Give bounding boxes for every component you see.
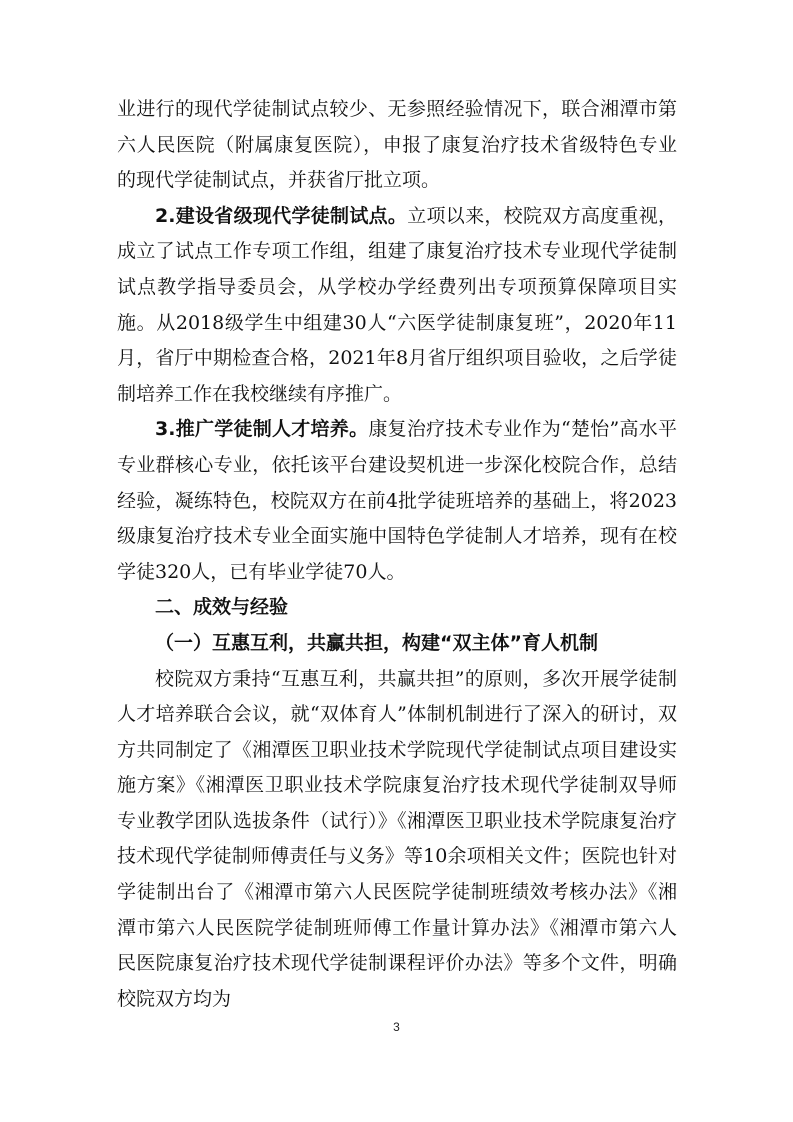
paragraph-continuation: 业进行的现代学徒制试点较少、无参照经验情况下，联合湘潭市第六人民医院（附属康复医院），申报了康复治疗技术省级特色专业的现代学徒制试点，并获省厅批立项。 [117, 98, 677, 192]
paragraph-mechanism: 校院双方秉持“互惠互利，共赢共担”的原则，多次开展学徒制人才培养联合会议，就“双体育人”体制机制进行了深入的研讨，双方共同制定了《湘潭医卫职业技术学院现代学徒制试点项目建设实施方案》《湘潭医卫职业技术学院康复治疗技术现代学徒制双导师专业教学团队选拔条件（试行）》《湘潭医卫职业技术学院康复治疗技术现代学徒制师傅责任与义务》等10余项相关文件；医院也针对学徒制出台了《湘潭市第六人民医院学徒制班绩效考核办法》《湘潭市第六人民医院学徒制班师傅工作量计算办法》《湘潭市第六人民医院康复治疗技术现代学徒制课程评价办法》等多个文件，明确校院双方均为 [117, 667, 677, 1010]
paragraph-promotion [117, 412, 677, 590]
paragraph-lead-pilot: 2.建设省级现代学徒制试点。 [155, 204, 408, 227]
subsection-heading: （一）互惠互利，共赢共担，构建“双主体”育人机制 [155, 631, 598, 654]
section-heading: 二、成效与经验 [155, 596, 289, 619]
paragraph-pilot-construction [117, 199, 677, 413]
paragraph-body-promotion: 康复治疗技术专业作为“楚怡”高水平专业群核心专业，依托该平台建设契机进一步深化校院合作，总结经验，凝练特色，校院双方在前4批学徒班培养的基础上，将2023级康复治疗技术专业全面实施中国特色学徒制人才培养，现有在校学徒320人，已有毕业学徒70人。 [117, 418, 677, 583]
page-number: 3 [393, 1020, 400, 1034]
paragraph-lead-promotion: 3.推广学徒制人才培养。 [155, 418, 369, 441]
document-body [117, 92, 677, 1017]
paragraph-body-pilot: 立项以来，校院双方高度重视，成立了试点工作专项工作组，组建了康复治疗技术专业现代学徒制试点教学指导委员会，从学校办学经费列出专项预算保障项目实施。从2018级学生中组建30人“六医学徒制康复班”，2020年11月，省厅中期检查合格，2021年8月省厅组织项目验收，之后学徒制培养工作在我校继续有序推广。 [117, 204, 677, 405]
